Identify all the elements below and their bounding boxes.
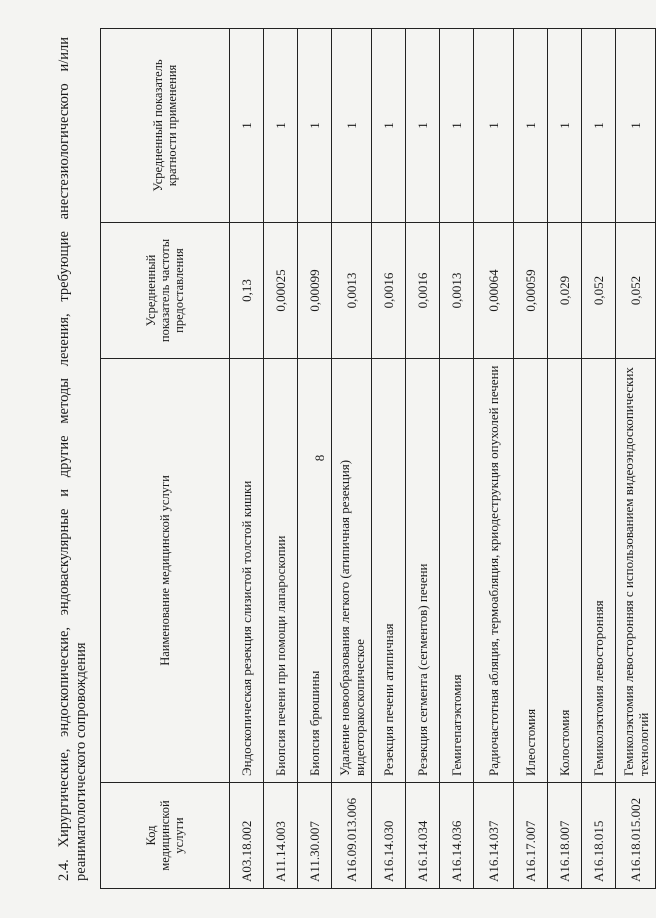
cell-code: A16.09.013.006 bbox=[332, 783, 372, 889]
table-row bbox=[474, 29, 514, 889]
cell-multiplicity: 1 bbox=[264, 29, 298, 223]
cell-name: Удаление новообразования легкого (атипичная резекция) видеоторакоскопическое bbox=[332, 359, 372, 783]
header-name: Наименование медицинской услуги bbox=[101, 359, 230, 783]
cell-frequency: 0,029 bbox=[548, 223, 582, 359]
cell-name: Колостомия bbox=[548, 359, 582, 783]
cell-multiplicity: 1 bbox=[372, 29, 406, 223]
document-sheet bbox=[50, 29, 651, 889]
table-row bbox=[372, 29, 406, 889]
cell-code: A16.18.015 bbox=[582, 783, 616, 889]
table-row bbox=[440, 29, 474, 889]
cell-multiplicity: 1 bbox=[548, 29, 582, 223]
table-row bbox=[230, 29, 264, 889]
cell-frequency: 0,00025 bbox=[264, 223, 298, 359]
cell-code: A03.18.002 bbox=[230, 783, 264, 889]
cell-code: A11.14.003 bbox=[264, 783, 298, 889]
cell-name: Илеостомия bbox=[514, 359, 548, 783]
cell-name: Радиочастотная абляция, термоабляция, криодеструкция опухолей печени bbox=[474, 359, 514, 783]
table-row bbox=[548, 29, 582, 889]
cell-multiplicity: 1 bbox=[298, 29, 332, 223]
table-row bbox=[514, 29, 548, 889]
cell-multiplicity: 1 bbox=[230, 29, 264, 223]
header-code: Код медицинской услуги bbox=[101, 783, 230, 889]
cell-frequency: 0,0016 bbox=[406, 223, 440, 359]
cell-code: A11.30.007 bbox=[298, 783, 332, 889]
table-row bbox=[406, 29, 440, 889]
cell-multiplicity: 1 bbox=[474, 29, 514, 223]
section-heading: 2.4. Хирургические, эндоскопические, эндоваскулярные и другие методы лечения, требующие анестезиологического и/или реаниматологического сопровождения bbox=[56, 37, 89, 881]
header-frequency: Усредненный показатель частоты предоставления bbox=[101, 223, 230, 359]
table-header-row bbox=[101, 29, 230, 889]
cell-code: A16.17.007 bbox=[514, 783, 548, 889]
cell-name: Резекция печени атипичная bbox=[372, 359, 406, 783]
cell-multiplicity: 1 bbox=[332, 29, 372, 223]
cell-multiplicity: 1 bbox=[616, 29, 656, 223]
services-table bbox=[100, 28, 656, 889]
cell-name: Гемиколэктомия левосторонняя bbox=[582, 359, 616, 783]
header-multiplicity: Усредненный показатель кратности применения bbox=[101, 29, 230, 223]
cell-code: A16.14.037 bbox=[474, 783, 514, 889]
cell-name: Резекция сегмента (сегментов) печени bbox=[406, 359, 440, 783]
cell-multiplicity: 1 bbox=[440, 29, 474, 223]
cell-code: A16.14.036 bbox=[440, 783, 474, 889]
cell-name: Гемигепатэктомия bbox=[440, 359, 474, 783]
cell-multiplicity: 1 bbox=[514, 29, 548, 223]
cell-multiplicity: 1 bbox=[406, 29, 440, 223]
cell-frequency: 0,052 bbox=[582, 223, 616, 359]
cell-frequency: 0,0013 bbox=[332, 223, 372, 359]
table-row bbox=[264, 29, 298, 889]
cell-frequency: 0,00059 bbox=[514, 223, 548, 359]
cell-multiplicity: 1 bbox=[582, 29, 616, 223]
page-number: 8 bbox=[312, 454, 327, 462]
table-row bbox=[582, 29, 616, 889]
cell-frequency: 0,0016 bbox=[372, 223, 406, 359]
cell-name: Биопсия печени при помощи лапароскопии bbox=[264, 359, 298, 783]
cell-name: Гемиколэктомия левосторонняя с использованием видеоэндоскопических технологий bbox=[616, 359, 656, 783]
cell-frequency: 0,0013 bbox=[440, 223, 474, 359]
table-row bbox=[616, 29, 656, 889]
cell-frequency: 0,00099 bbox=[298, 223, 332, 359]
cell-code: A16.18.007 bbox=[548, 783, 582, 889]
cell-code: A16.18.015.002 bbox=[616, 783, 656, 889]
cell-frequency: 0,052 bbox=[616, 223, 656, 359]
cell-frequency: 0,13 bbox=[230, 223, 264, 359]
table-row bbox=[332, 29, 372, 889]
cell-frequency: 0,00064 bbox=[474, 223, 514, 359]
cell-code: A16.14.034 bbox=[406, 783, 440, 889]
cell-name: Эндоскопическая резекция слизистой толстой кишки bbox=[230, 359, 264, 783]
table-row bbox=[298, 29, 332, 889]
cell-code: A16.14.030 bbox=[372, 783, 406, 889]
cell-name: Биопсия брюшины bbox=[298, 359, 332, 783]
